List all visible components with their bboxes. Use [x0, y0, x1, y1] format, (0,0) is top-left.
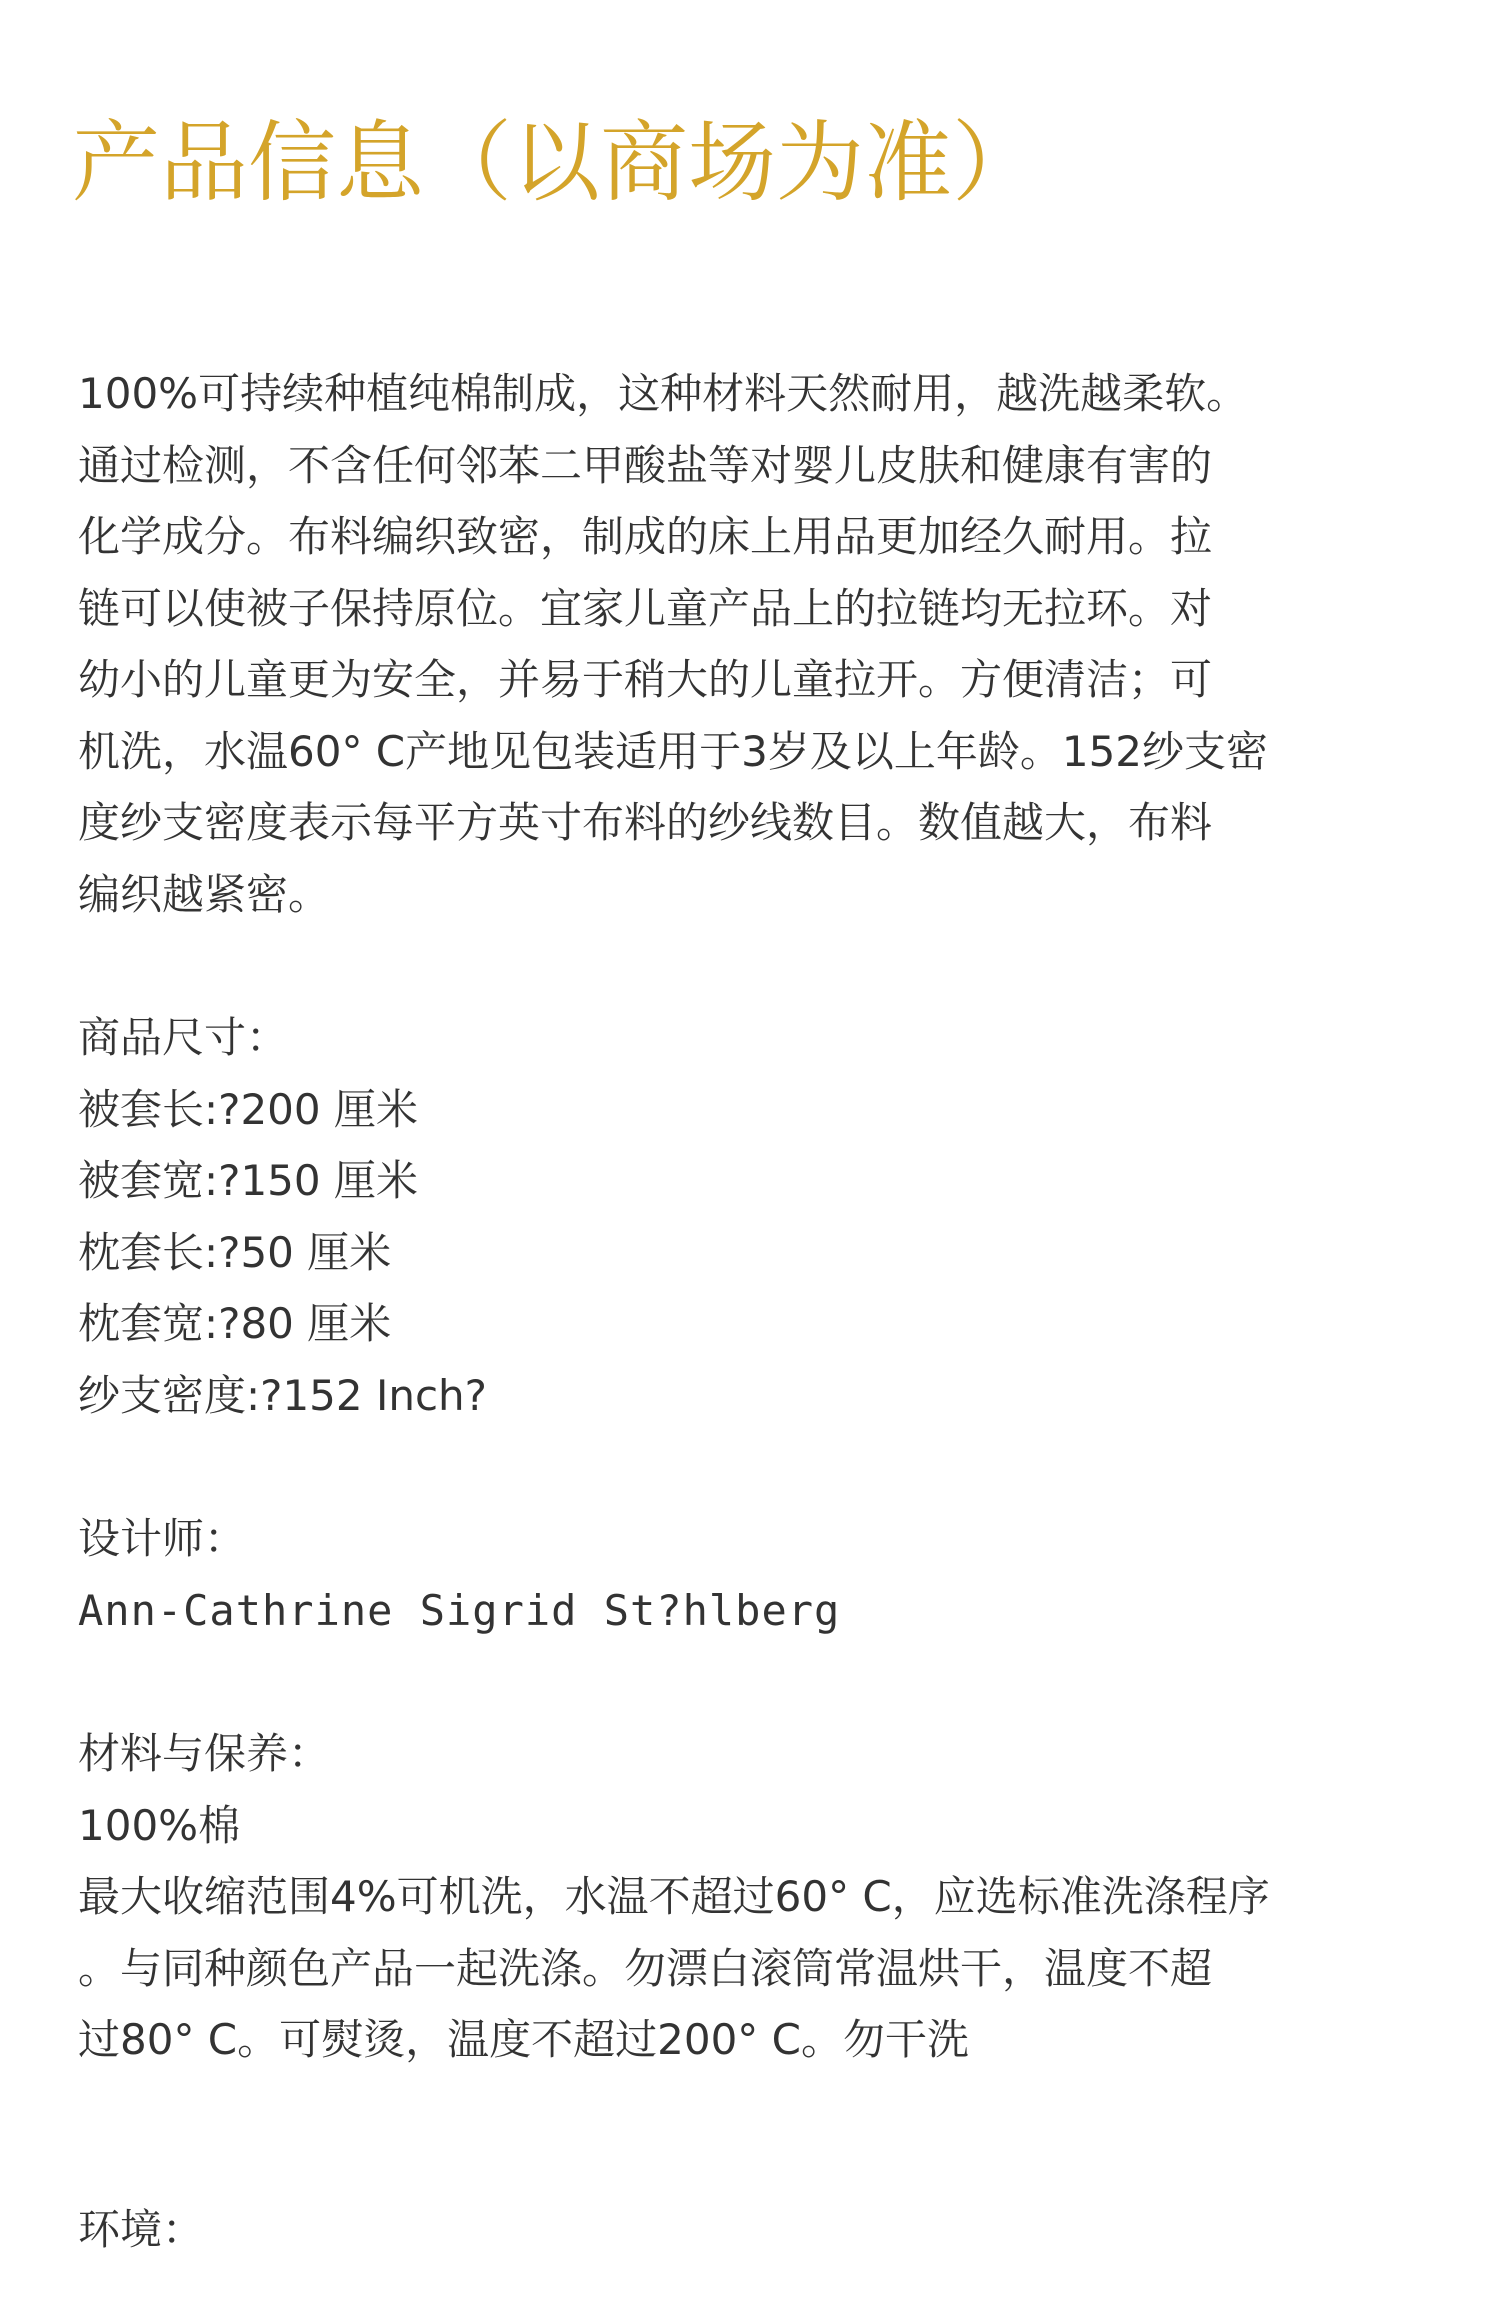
designer-name: Ann-Cathrine Sigrid St?hlberg: [78, 1585, 841, 1635]
product-info-content: [78, 358, 1428, 2265]
designer-section: [78, 1503, 1428, 1646]
description-line: 链可以使被子保持原位。宜家儿童产品上的拉链均无拉环。对: [78, 583, 1213, 633]
materials-heading: 材料与保养：: [78, 1729, 331, 1778]
dimensions-section: [78, 1002, 1428, 1431]
description-line: 100%可持续种植纯棉制成，这种材料天然耐用，越洗越柔软。: [78, 369, 1249, 418]
dimension-item: 枕套长:?50 厘米: [78, 1227, 392, 1277]
description-line: 度纱支密度表示每平方英寸布料的纱线数目。数值越大，布料: [78, 798, 1213, 847]
description-line: 机洗，水温60° C产地见包装适用于3岁及以上年龄。152纱支密: [78, 726, 1269, 776]
dimension-item: 被套长:?200 厘米: [78, 1084, 418, 1134]
dimension-item: 被套宽:?150 厘米: [78, 1156, 418, 1205]
page-title: 产品信息（以商场为准）: [72, 111, 1041, 214]
description-line: 编织越紧密。: [78, 869, 331, 919]
spacer: [78, 1431, 1428, 1503]
description-paragraph: [78, 358, 1428, 930]
care-line: 。与同种颜色产品一起洗涤。勿漂白滚筒常温烘干，温度不超: [78, 1943, 1213, 1993]
dimension-item: 纱支密度:?152 Inch?: [78, 1370, 487, 1420]
dimensions-heading: 商品尺寸：: [78, 1013, 289, 1062]
environment-heading: 环境：: [78, 2204, 205, 2254]
designer-heading: 设计师：: [78, 1514, 247, 1563]
spacer: [78, 1646, 1428, 1718]
materials-section: [78, 1718, 1428, 2076]
dimension-item: 枕套宽:?80 厘米: [78, 1299, 392, 1348]
description-line: 幼小的儿童更为安全，并易于稍大的儿童拉开。方便清洁；可: [78, 655, 1213, 704]
care-line: 最大收缩范围4%可机洗，水温不超过60° C，应选标准洗涤程序: [78, 1872, 1270, 1921]
materials-composition: 100%棉: [78, 1800, 241, 1850]
description-line: 化学成分。布料编织致密，制成的床上用品更加经久耐用。拉: [78, 512, 1213, 561]
care-line: 过80° C。可熨烫，温度不超过200° C。勿干洗: [78, 2015, 969, 2064]
environment-section: [78, 2194, 1428, 2266]
spacer: [78, 2076, 1428, 2194]
description-line: 通过检测，不含任何邻苯二甲酸盐等对婴儿皮肤和健康有害的: [78, 440, 1213, 490]
spacer: [78, 930, 1428, 1002]
